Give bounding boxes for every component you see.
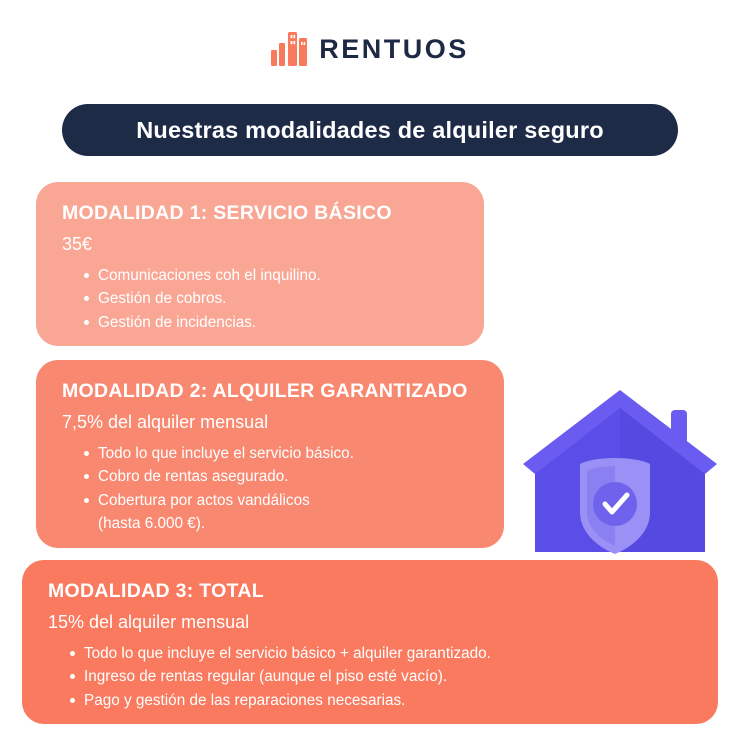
building-bars-icon xyxy=(271,32,309,66)
plan-card-price: 7,5% del alquiler mensual xyxy=(62,412,269,432)
list-item xyxy=(84,489,478,536)
plan-card-total xyxy=(22,560,718,724)
plan-card-basico xyxy=(36,182,484,346)
house-with-shield-illustration xyxy=(505,382,735,572)
list-item: Comunicaciones coh el inquilino. xyxy=(84,264,458,287)
list-item: Gestión de incidencias. xyxy=(84,311,458,334)
plan-card-feature-list xyxy=(62,264,458,334)
brand-name: RENTUOS xyxy=(319,33,469,64)
plan-card-price: 15% del alquiler mensual xyxy=(48,612,250,632)
list-item: Todo lo que incluye el servicio básico + alquiler garantizado. xyxy=(70,642,692,665)
page-title-text: Nuestras modalidades de alquiler seguro xyxy=(136,116,604,143)
list-item: Pago y gestión de las reparaciones necesarias. xyxy=(70,689,692,712)
plan-card-title: MODALIDAD 1: SERVICIO BÁSICO xyxy=(62,202,392,224)
list-item: Todo lo que incluye el servicio básico. xyxy=(84,442,478,465)
plan-card-title: MODALIDAD 2: ALQUILER GARANTIZADO xyxy=(62,380,468,402)
list-item-subtext: (hasta 6.000 €). xyxy=(98,514,206,532)
list-item: Cobro de rentas asegurado. xyxy=(84,465,478,488)
list-item: Ingreso de rentas regular (aunque el piso esté vacío). xyxy=(70,665,692,688)
plan-card-feature-list xyxy=(62,442,478,535)
plan-card-price: 35€ xyxy=(62,234,93,254)
plan-card-title: MODALIDAD 3: TOTAL xyxy=(48,580,264,602)
page-title xyxy=(62,104,678,156)
check-icon xyxy=(593,482,637,526)
plan-card-garantizado xyxy=(36,360,504,548)
plan-card-feature-list xyxy=(48,642,692,712)
list-item: Gestión de cobros. xyxy=(84,287,458,310)
list-item-text: Cobertura por actos vandálicos xyxy=(98,491,310,509)
brand-header xyxy=(0,0,740,66)
